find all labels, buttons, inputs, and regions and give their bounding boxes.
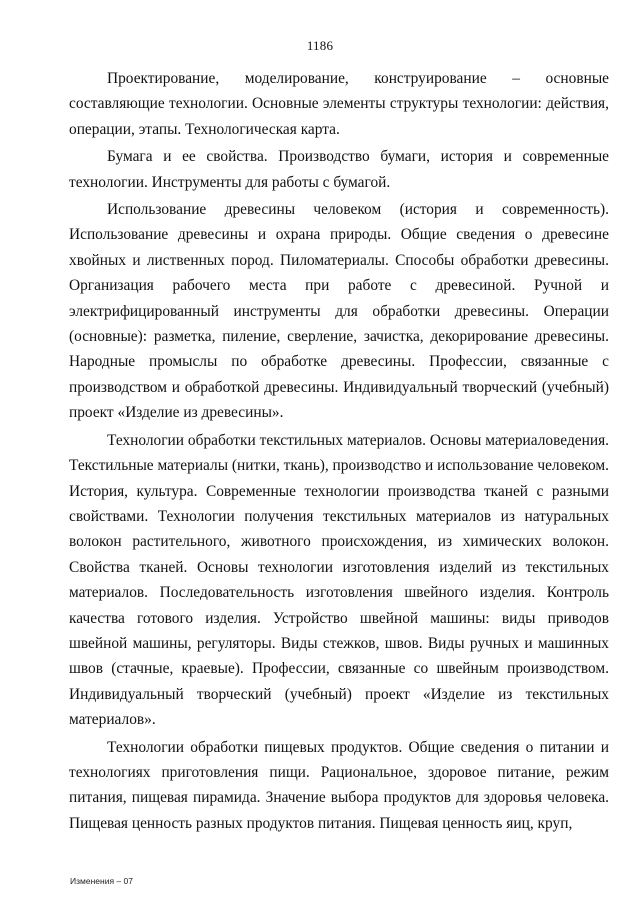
footer-revision-note: Изменения – 07 [70, 876, 133, 886]
document-body [69, 66, 609, 836]
page-number: 1186 [306, 38, 334, 53]
paragraph-textiles: Технологии обработки текстильных материалов. Основы материаловедения. Текстильные материалы (нитки, ткань), производство и использование человеком. История, культура. Современные технологии производства тканей с разными свойствами. Технологии получения текстильных материалов из натуральных волокон растительного, животного происхождения, из химических волокон. Свойства тканей. Основы технологии изготовления изделий из текстильных материалов. Последовательность изготовления швейного изделия. Контроль качества готового изделия. Устройство швейной машины: виды приводов швейной машины, регуляторы. Виды стежков, швов. Виды ручных и машинных швов (стачные, краевые). Профессии, связанные со швейным производством. Индивидуальный творческий (учебный) проект «Изделие из текстильных материалов». [69, 431, 609, 729]
paragraph-paper: Бумага и ее свойства. Производство бумаги, история и современные технологии. Инструменты для работы с бумагой. [69, 148, 609, 191]
paragraph-food: Технологии обработки пищевых продуктов. Общие сведения о питании и технологиях приготовления пищи. Рациональное, здоровое питание, режим питания, пищевая пирамида. Значение выбора продуктов для здоровья человека. Пищевая ценность разных продуктов питания. Пищевая ценность яиц, круп, [69, 738, 609, 832]
paragraph-design-technology: Проектирование, моделирование, конструирование – основные составляющие технологии. Основные элементы структуры технологии: действия, операции, этапы. Технологическая карта. [69, 70, 609, 138]
paragraph-wood: Использование древесины человеком (история и современность). Использование древесины и охрана природы. Общие сведения о древесине хвойных и лиственных пород. Пиломатериалы. Способы обработки древесины. Организация рабочего места при работе с древесиной. Ручной и электрифицированный инструменты для обработки древесины. Операции (основные): разметка, пиление, сверление, зачистка, декорирование древесины. Народные промыслы по обработке древесины. Профессии, связанные с производством и обработкой древесины. Индивидуальный творческий (учебный) проект «Изделие из древесины». [69, 201, 609, 422]
